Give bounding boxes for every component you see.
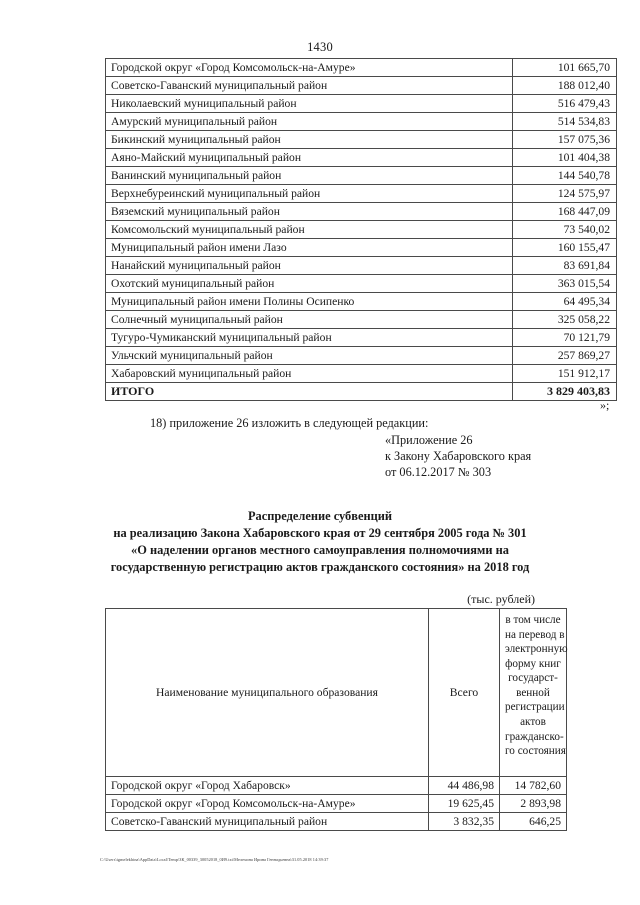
table-row <box>106 812 567 830</box>
table-one-body <box>106 59 617 401</box>
municipality-value: 151 912,17 <box>513 364 617 382</box>
municipality-total: 3 832,35 <box>429 812 500 830</box>
municipality-value: 144 540,78 <box>513 166 617 184</box>
column-header-included-line-1: в том числе <box>505 614 561 626</box>
page-number: 1430 <box>307 40 333 54</box>
municipality-value: 160 155,47 <box>513 238 617 256</box>
table-row <box>106 310 617 328</box>
municipality-name: Советско-Гаванский муниципальный район <box>106 812 429 830</box>
column-header-total: Всего <box>429 609 500 777</box>
municipality-value: 516 479,43 <box>513 94 617 112</box>
table-row <box>106 112 617 130</box>
table-two-body <box>106 609 567 831</box>
column-header-included-line-6: венной <box>516 686 550 699</box>
column-header-included-line-10: го состояния <box>505 745 566 758</box>
table-row <box>106 346 617 364</box>
subventions-table-continued <box>105 58 617 401</box>
table-row <box>106 274 617 292</box>
municipality-value: 70 121,79 <box>513 328 617 346</box>
municipality-value: 363 015,54 <box>513 274 617 292</box>
column-header-included-line-4: форму книг <box>505 657 561 670</box>
municipality-value: 73 540,02 <box>513 220 617 238</box>
table-row <box>106 238 617 256</box>
table-row <box>106 130 617 148</box>
municipality-name: Комсомольский муниципальный район <box>106 220 513 238</box>
municipality-name: Николаевский муниципальный район <box>106 94 513 112</box>
table-row <box>106 328 617 346</box>
municipality-included: 14 782,60 <box>500 777 567 795</box>
municipality-name: Городской округ «Город Хабаровск» <box>106 777 429 795</box>
municipality-name: Городской округ «Город Комсомольск-на-Амуре» <box>106 794 429 812</box>
municipality-value: 124 575,97 <box>513 184 617 202</box>
municipality-name: Тугуро-Чумиканский муниципальный район <box>106 328 513 346</box>
municipality-total: 44 486,98 <box>429 777 500 795</box>
municipality-total: 19 625,45 <box>429 794 500 812</box>
appendix-ref-line-1: «Приложение 26 <box>385 433 473 447</box>
table-row <box>106 94 617 112</box>
total-value: 3 829 403,83 <box>513 382 617 400</box>
column-header-included-line-8: актов <box>520 715 546 728</box>
municipality-name: Солнечный муниципальный район <box>106 310 513 328</box>
appendix-reference <box>385 433 531 481</box>
municipality-value: 325 058,22 <box>513 310 617 328</box>
table-row <box>106 364 617 382</box>
table-row <box>106 794 567 812</box>
closing-quote-mark: »; <box>600 398 610 412</box>
column-header-name: Наименование муниципального образования <box>106 609 429 777</box>
municipality-name: Аяно-Майский муниципальный район <box>106 148 513 166</box>
municipality-value: 64 495,34 <box>513 292 617 310</box>
municipality-value: 83 691,84 <box>513 256 617 274</box>
table-row <box>106 184 617 202</box>
table-row <box>106 256 617 274</box>
column-header-included-line-9: гражданско- <box>505 730 564 743</box>
municipality-name: Хабаровский муниципальный район <box>106 364 513 382</box>
column-header-included-line-5: государст- <box>508 672 558 685</box>
table-two-header-row <box>106 609 567 777</box>
municipality-value: 514 534,83 <box>513 112 617 130</box>
appendix-ref-line-2: к Закону Хабаровского края <box>385 448 532 463</box>
document-title <box>70 508 570 576</box>
municipality-name: Верхнебуреинский муниципальный район <box>106 184 513 202</box>
column-header-included <box>500 609 567 777</box>
municipality-name: Бикинский муниципальный район <box>106 130 513 148</box>
municipality-value: 157 075,36 <box>513 130 617 148</box>
table-row <box>106 292 617 310</box>
table-row <box>106 76 617 94</box>
municipality-name: Охотский муниципальный район <box>106 274 513 292</box>
table-row <box>106 220 617 238</box>
table-row <box>106 166 617 184</box>
clause-18-text: 18) приложение 26 изложить в следующей редакции: <box>150 416 429 430</box>
document-title-line-2: на реализацию Закона Хабаровского края от 29 сентября 2005 года № 301 <box>113 526 527 541</box>
table-row <box>106 777 567 795</box>
municipality-value: 188 012,40 <box>513 76 617 94</box>
municipality-name: Ванинский муниципальный район <box>106 166 513 184</box>
subventions-distribution-table <box>105 608 567 831</box>
table-row <box>106 148 617 166</box>
column-header-included-line-2: на перевод в <box>505 628 565 641</box>
table-row <box>106 202 617 220</box>
document-title-line-3: «О наделении органов местного самоуправления полномочиями на <box>131 543 509 558</box>
municipality-name: Городской округ «Город Комсомольск-на-Амуре» <box>106 59 513 77</box>
document-title-line-1: Распределение субвенций <box>247 509 393 523</box>
municipality-name: Нанайский муниципальный район <box>106 256 513 274</box>
appendix-ref-line-3: от 06.12.2017 № 303 <box>385 464 492 479</box>
municipality-name: Амурский муниципальный район <box>106 112 513 130</box>
column-header-included-line-7: регистрации <box>505 701 565 714</box>
municipality-included: 2 893,98 <box>500 794 567 812</box>
municipality-name: Муниципальный район имени Полины Осипенко <box>106 292 513 310</box>
document-title-line-4: государственную регистрацию актов гражданского состояния» на 2018 год <box>110 560 530 575</box>
municipality-name: Вяземский муниципальный район <box>106 202 513 220</box>
total-label: ИТОГО <box>106 382 513 400</box>
municipality-included: 646,25 <box>500 812 567 830</box>
municipality-value: 101 665,70 <box>513 59 617 77</box>
municipality-name: Муниципальный район имени Лазо <box>106 238 513 256</box>
municipality-value: 257 869,27 <box>513 346 617 364</box>
column-header-included-line-3: электронную <box>505 643 568 656</box>
footer-file-path: C:\Users\igmelekhina\AppData\Local\Temp\ЗК_00339_30052018_0И9.txt\Мелехина Ирина Геннадьевна\31.05.2018 14:39:37 <box>100 857 329 862</box>
municipality-name: Советско-Гаванский муниципальный район <box>106 76 513 94</box>
municipality-value: 168 447,09 <box>513 202 617 220</box>
table-row <box>106 59 617 77</box>
municipality-value: 101 404,38 <box>513 148 617 166</box>
table-total-row <box>106 382 617 400</box>
municipality-name: Ульчский муниципальный район <box>106 346 513 364</box>
units-note: (тыс. рублей) <box>467 592 535 606</box>
